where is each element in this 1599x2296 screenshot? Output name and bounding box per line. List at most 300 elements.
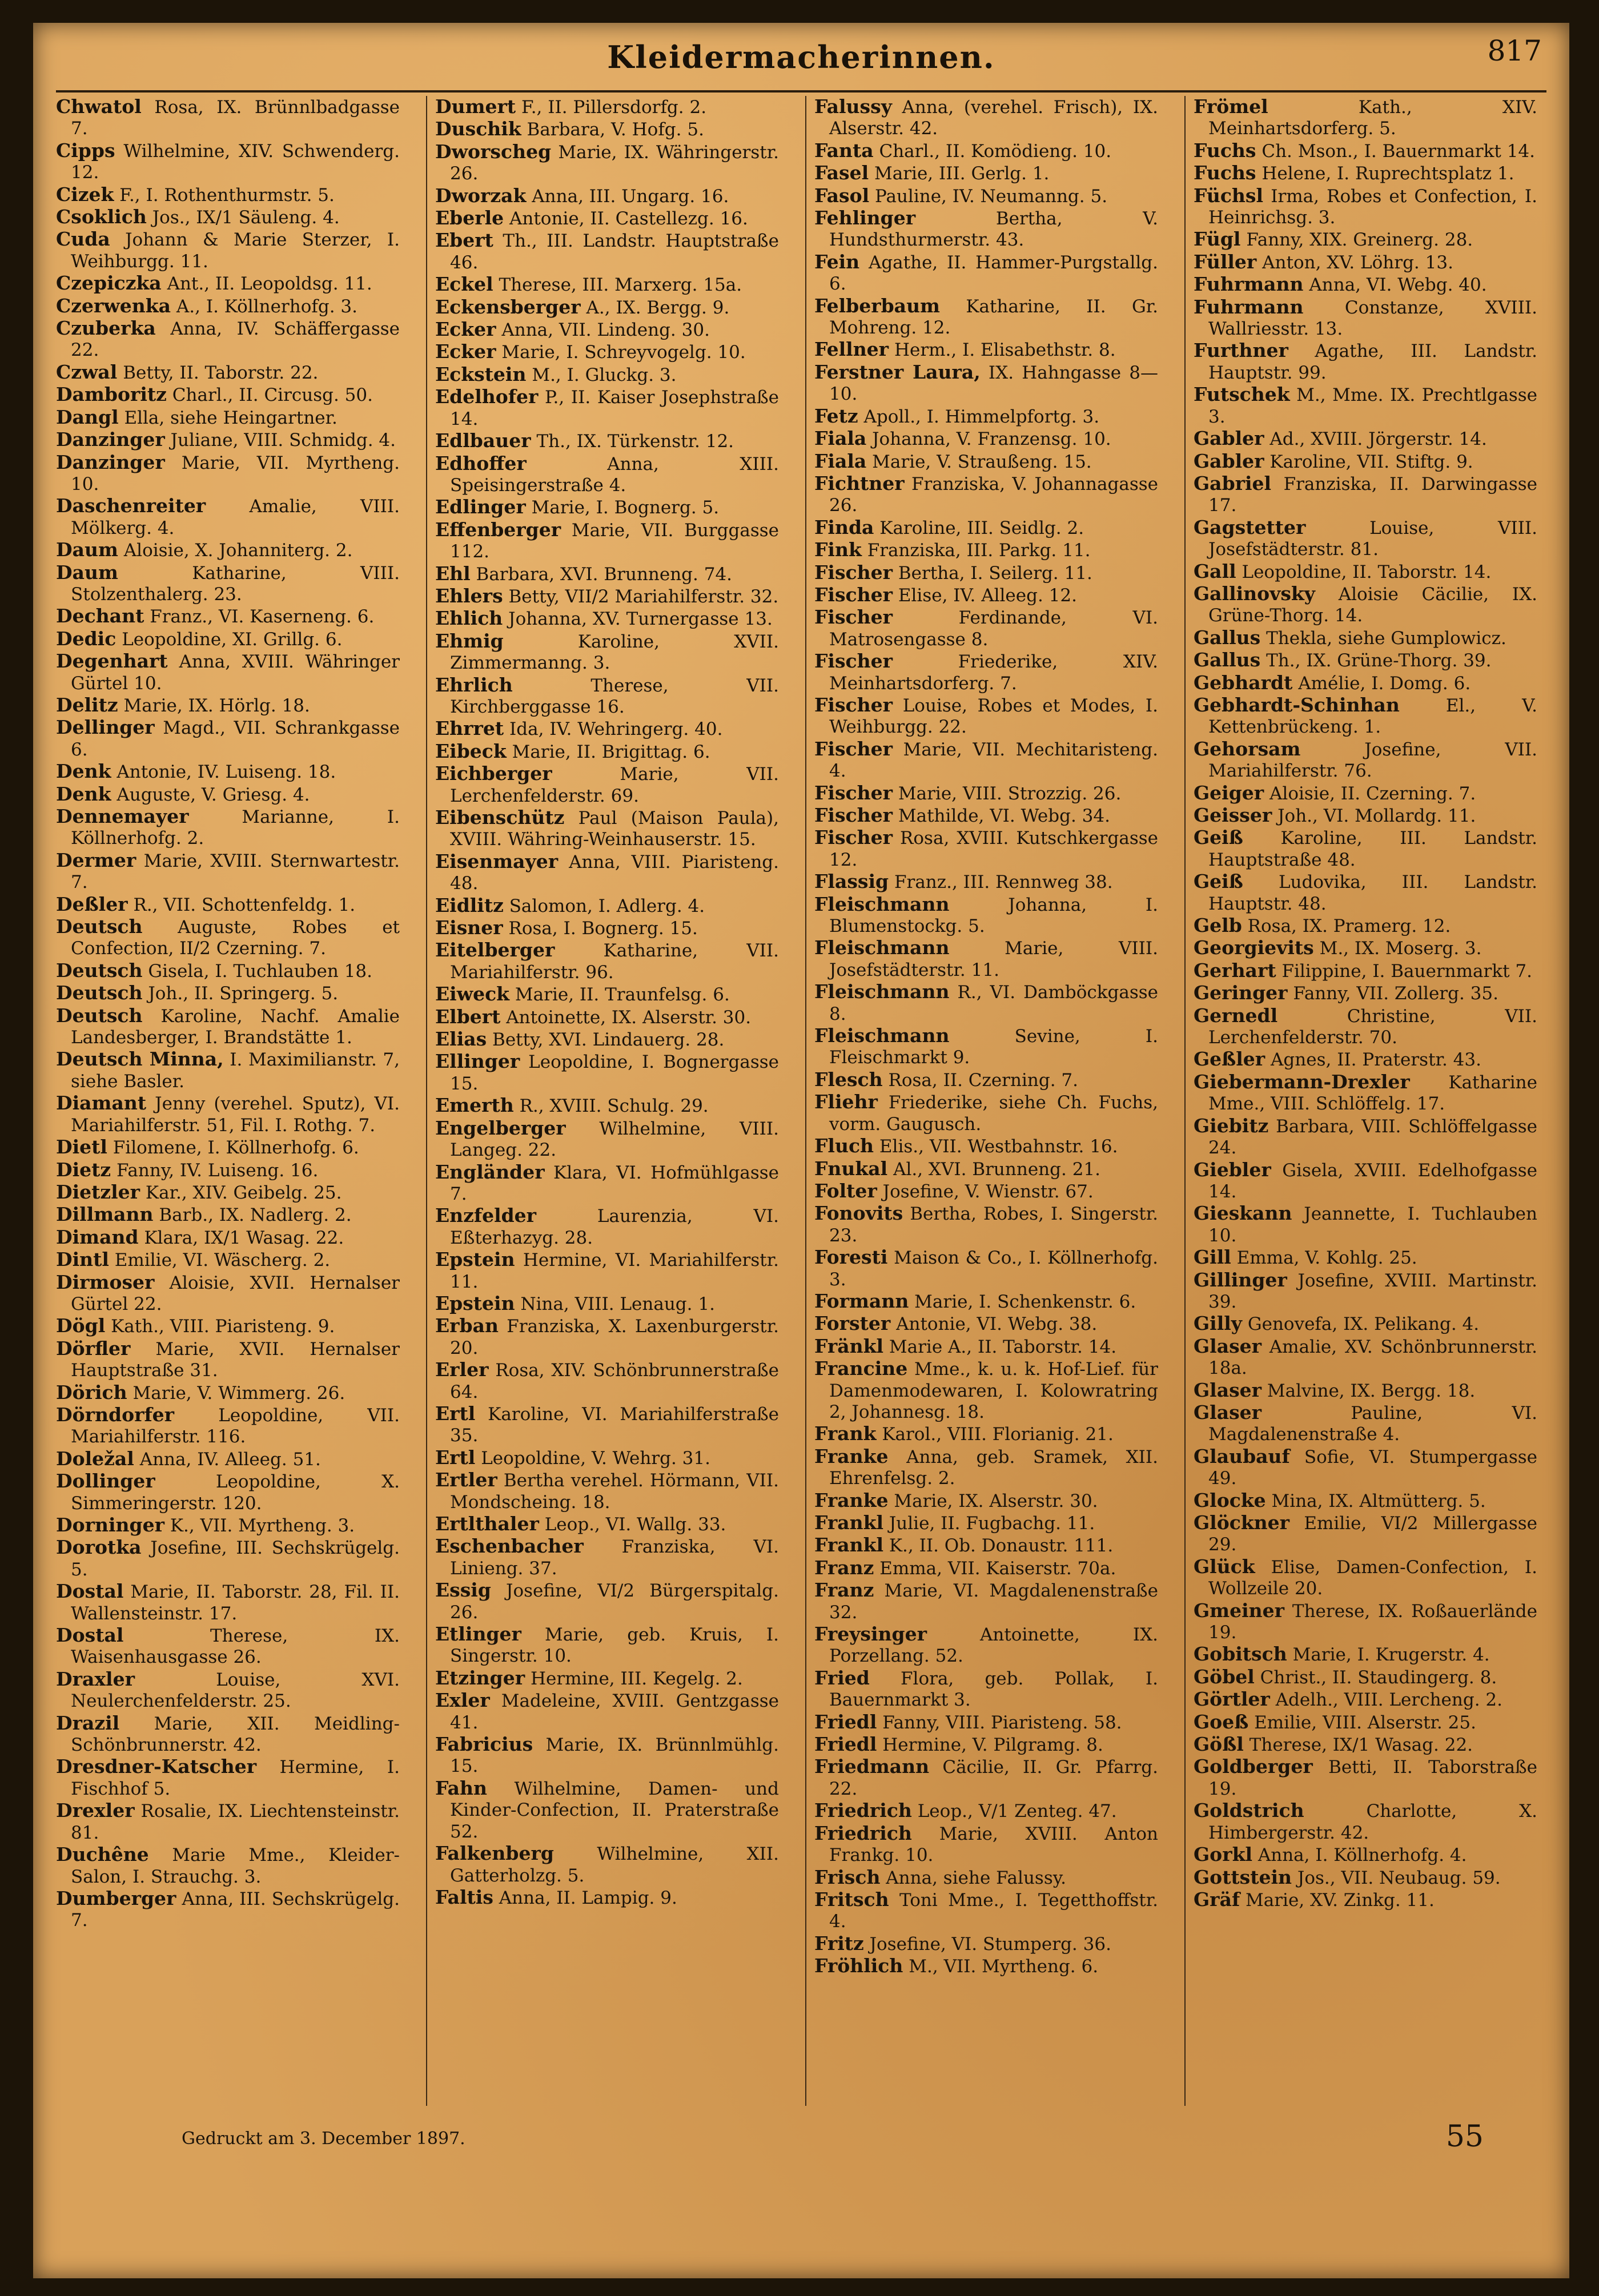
entry-name: Drazil [56, 1711, 120, 1734]
entry-details: Marie, I. Bognerg. 5. [531, 497, 720, 518]
entry-name: Felberbaum [814, 294, 940, 317]
entry-details: Genovefa, IX. Pelikang. 4. [1247, 1314, 1480, 1335]
directory-entry [814, 1158, 1158, 1180]
directory-entry [435, 141, 779, 185]
directory-entry [1194, 1600, 1537, 1644]
entry-name: Eiweck [435, 983, 510, 1006]
directory-entry [814, 140, 1158, 162]
directory-entry [435, 763, 779, 807]
entry-details: Anna, XIII. Speisingerstraße 4. [450, 453, 779, 496]
entry-name: Dennemayer [56, 805, 189, 827]
entry-name: Gräf [1194, 1888, 1240, 1911]
directory-entry [814, 1867, 1158, 1889]
entry-name: Engelberger [435, 1116, 566, 1139]
directory-entry [56, 317, 400, 361]
entry-name: Glaser [1194, 1378, 1262, 1401]
directory-entry [56, 1404, 400, 1448]
directory-entry [1194, 1203, 1537, 1246]
entry-name: Dörich [56, 1381, 127, 1404]
entry-details: Ludovika, III. Landstr. Hauptstr. 48. [1208, 872, 1537, 914]
directory-entry [814, 1423, 1158, 1445]
directory-entry [435, 519, 779, 563]
directory-entry [814, 827, 1158, 871]
entry-details: Fanny, IV. Luiseng. 16. [116, 1160, 319, 1181]
entry-name: Fuchs [1194, 162, 1256, 184]
directory-entry [56, 605, 400, 628]
entry-details: Elise, IV. Alleeg. 12. [898, 585, 1077, 606]
entry-details: Joh., II. Springerg. 5. [148, 983, 339, 1004]
directory-entry [814, 1667, 1158, 1711]
entry-name: Draxler [56, 1667, 135, 1690]
directory-entry [1194, 1071, 1537, 1115]
directory-entry [814, 1313, 1158, 1335]
entry-details: Christ., II. Staudingerg. 8. [1260, 1667, 1497, 1688]
entry-details: Rosa, XVIII. Kutschkergasse 12. [829, 828, 1158, 870]
entry-details: Aloisie Cäcilie, IX. Grüne-Thorg. 14. [1208, 584, 1537, 626]
entry-name: Doležal [56, 1447, 134, 1470]
entry-details: Magd., VII. Schrankgasse 6. [71, 718, 400, 760]
entry-details: Karoline, Nachf. Amalie Landesberger, I. Brandstätte 1. [71, 1006, 400, 1048]
entry-details: Marie, VII. Lerchenfelderstr. 69. [450, 764, 779, 806]
directory-entry [1194, 782, 1537, 805]
entry-details: Josefine, XVIII. Martinstr. 39. [1208, 1270, 1537, 1312]
directory-entry [435, 563, 779, 585]
entry-details: Marie, VIII. Strozzig. 26. [898, 783, 1122, 804]
entry-details: Auguste, V. Griesg. 4. [116, 784, 310, 805]
entry-details: Sevine, I. Fleischmarkt 9. [829, 1026, 1158, 1068]
entry-details: Jos., IX/1 Säuleng. 4. [152, 207, 340, 228]
entry-name: Geringer [1194, 982, 1288, 1004]
entry-name: Fischer [814, 583, 893, 606]
entry-details: El., V. Kettenbrückeng. 1. [1208, 695, 1537, 738]
entry-details: A., IX. Bergg. 9. [586, 297, 730, 318]
entry-details: Rosa, I. Bognerg. 15. [508, 918, 698, 939]
directory-entry [435, 1249, 779, 1293]
entry-details: P., II. Kaiser Josephstraße 14. [450, 387, 779, 429]
directory-entry [814, 650, 1158, 694]
directory-entry [1194, 561, 1537, 583]
directory-entry [56, 1514, 400, 1537]
entry-name: Gößl [1194, 1733, 1244, 1756]
directory-entry [814, 207, 1158, 251]
entry-details: Wilhelmine, XII. Gatterholzg. 5. [450, 1844, 779, 1886]
entry-name: Gill [1194, 1246, 1231, 1269]
entry-name: Glocke [1194, 1489, 1266, 1511]
entry-name: Essig [435, 1579, 491, 1602]
directory-entry [56, 1888, 400, 1932]
directory-entry [435, 1403, 779, 1447]
entry-name: Eschenbacher [435, 1535, 584, 1558]
entry-name: Gorkl [1194, 1843, 1252, 1866]
entry-details: Emilie, VIII. Alserstr. 25. [1254, 1712, 1476, 1733]
directory-entry [435, 1667, 779, 1690]
entry-details: F., II. Pillersdorfg. 2. [521, 97, 707, 118]
directory-entry [435, 1690, 779, 1734]
entry-details: Marie Mme., Kleider-Salon, I. Strauchg. 3. [71, 1845, 400, 1887]
entry-name: Friedl [814, 1733, 877, 1756]
entry-name: Engländer [435, 1160, 545, 1183]
entry-name: Gerhart [1194, 959, 1276, 982]
entry-details: Mina, IX. Altmütterg. 5. [1271, 1490, 1486, 1511]
entry-details: Rosalie, IX. Liechtensteinstr. 81. [71, 1801, 400, 1843]
entry-details: K., VII. Myrtheng. 3. [170, 1515, 355, 1536]
entry-details: Louise, VIII. Josefstädterstr. 81. [1208, 517, 1537, 560]
entry-name: Fanta [814, 139, 874, 162]
directory-entry [56, 717, 400, 761]
directory-entry [814, 1135, 1158, 1157]
entry-name: Geiß [1194, 870, 1243, 893]
directory-entry [56, 295, 400, 317]
directory-entry [1194, 827, 1537, 871]
entry-details: Elise, Damen-Confection, I. Wollzeile 20. [1208, 1557, 1537, 1599]
entry-name: Cizek [56, 183, 114, 206]
entry-name: Franke [814, 1445, 889, 1467]
entry-name: Dorninger [56, 1514, 164, 1536]
entry-details: Antonie, VI. Webg. 38. [896, 1314, 1098, 1335]
entry-details: Aloisie, X. Johanniterg. 2. [123, 540, 353, 561]
directory-entry [814, 1290, 1158, 1313]
entry-name: Göbel [1194, 1665, 1255, 1688]
directory-entry [814, 871, 1158, 893]
directory-entry [435, 1447, 779, 1469]
entry-details: Anna, VIII. Piaristeng. 48. [450, 851, 779, 894]
entry-name: Ehrlich [435, 673, 513, 696]
entry-details: Ad., XVIII. Jörgerstr. 14. [1269, 429, 1487, 450]
entry-name: Fischer [814, 737, 893, 760]
entry-details: Emilie, VI/2 Millergasse 29. [1208, 1513, 1537, 1555]
entry-details: Louise, XVI. Neulerchenfelderstr. 25. [71, 1669, 400, 1712]
entry-details: Anton, XV. Löhrg. 13. [1262, 252, 1453, 273]
entry-name: Folter [814, 1179, 877, 1202]
entry-name: Eisner [435, 916, 503, 939]
directory-entry [1194, 1246, 1537, 1269]
entry-details: Anna, geb. Sramek, XII. Ehrenfelsg. 2. [829, 1446, 1158, 1489]
entry-name: Ferstner Laura, [814, 360, 981, 383]
entry-name: Fuhrmann [1194, 295, 1304, 318]
directory-entry [56, 1844, 400, 1888]
entry-details: Madeleine, XVIII. Gentzgasse 41. [450, 1691, 779, 1733]
directory-entry [1194, 871, 1537, 915]
directory-entry [56, 1159, 400, 1181]
directory-entry [435, 319, 779, 341]
directory-entry [814, 361, 1158, 405]
entry-name: Dörfler [56, 1337, 131, 1360]
entry-details: Marie, V. Wimmerg. 26. [132, 1382, 345, 1404]
entry-details: Marie, I. Schreyvogelg. 10. [501, 342, 746, 363]
entry-name: Friedrich [814, 1799, 912, 1822]
entry-details: Karoline, VI. Mariahilferstraße 35. [450, 1404, 779, 1446]
entry-name: Fichtner [814, 472, 905, 494]
directory-entry [56, 982, 400, 1004]
entry-details: Betty, II. Taborstr. 22. [123, 362, 319, 383]
entry-details: Pauline, IV. Neumanng. 5. [875, 186, 1108, 207]
entry-details: Mathilde, VI. Webg. 34. [898, 806, 1110, 826]
directory-entry [56, 1756, 400, 1800]
entry-details: Marie, V. Straußeng. 15. [872, 451, 1092, 472]
entry-name: Geiger [1194, 781, 1264, 804]
entry-name: Faltis [435, 1885, 493, 1908]
entry-name: Fasol [814, 184, 870, 207]
entry-details: Anna, III. Ungarg. 16. [532, 186, 729, 207]
entry-details: Johann & Marie Sterzer, I. Weihburgg. 11. [71, 230, 400, 272]
directory-entry [1194, 1313, 1537, 1335]
entry-name: Czepiczka [56, 272, 162, 295]
entry-name: Dimand [56, 1225, 139, 1248]
entry-details: Marie, geb. Kruis, I. Singerstr. 10. [450, 1625, 779, 1667]
directory-entry [56, 1005, 400, 1049]
directory-entry [814, 1246, 1158, 1290]
entry-details: Sofie, VI. Stumpergasse 49. [1208, 1446, 1537, 1489]
entry-name: Dietl [56, 1136, 107, 1159]
directory-entry [814, 1180, 1158, 1203]
entry-name: Friedmann [814, 1755, 930, 1778]
directory-entry [56, 916, 400, 960]
entry-name: Franz [814, 1556, 874, 1579]
directory-entry [435, 386, 779, 430]
entry-details: Anna, VII. Lindeng. 30. [501, 320, 710, 341]
entry-details: Gisela, XVIII. Edelhofgasse 14. [1208, 1160, 1537, 1202]
directory-entry [56, 361, 400, 384]
directory-entry [435, 1161, 779, 1205]
entry-name: Glöckner [1194, 1511, 1290, 1534]
entry-name: Deutsch [56, 1004, 143, 1027]
entry-details: Apoll., I. Himmelpfortg. 3. [863, 406, 1100, 427]
directory-entry [56, 783, 400, 806]
entry-details: Gisela, I. Tuchlauben 18. [148, 960, 373, 982]
entry-details: Marie, II. Traunfelsg. 6. [515, 984, 730, 1006]
entry-name: Fliehr [814, 1091, 878, 1113]
entry-details: Wilhelmine, XIV. Schwenderg. 12. [71, 140, 400, 183]
entry-details: Johanna, I. Blumenstockg. 5. [829, 894, 1158, 937]
entry-name: Fink [814, 538, 862, 561]
directory-entry [814, 1512, 1158, 1534]
entry-details: Herm., I. Elisabethstr. 8. [894, 340, 1116, 361]
entry-name: Fränkl [814, 1334, 884, 1357]
entry-details: Rosa, XIV. Schönbrunnerstraße 64. [450, 1360, 779, 1402]
entry-name: Dirmoser [56, 1270, 155, 1293]
directory-entry [435, 630, 779, 674]
directory-entry [1194, 140, 1537, 162]
entry-details: Marie, II. Taborstr. 28, Fil. II. Wallensteinstr. 17. [71, 1582, 400, 1624]
entry-details: Marie, I. Krugerstr. 4. [1292, 1644, 1490, 1666]
directory-entry [1194, 1005, 1537, 1049]
directory-entry [56, 1338, 400, 1382]
entry-details: Betty, XVI. Lindauerg. 28. [492, 1030, 725, 1051]
entry-name: Etlinger [435, 1623, 521, 1646]
directory-entry [435, 341, 779, 363]
entry-details: A., I. Köllnerhofg. 3. [176, 296, 357, 317]
entry-details: Agathe, III. Landstr. Hauptstr. 99. [1208, 341, 1537, 383]
entry-name: Danzinger [56, 451, 165, 473]
entry-name: Frankl [814, 1511, 884, 1534]
entry-name: Ellinger [435, 1050, 520, 1073]
entry-name: Giebermann-Drexler [1194, 1070, 1410, 1093]
entry-name: Geiß [1194, 826, 1243, 849]
entry-details: Hermine, V. Pilgramg. 8. [882, 1735, 1103, 1756]
entry-name: Dellinger [56, 716, 155, 739]
directory-entry [56, 1581, 400, 1625]
entry-details: Th., IX. Türkenstr. 12. [536, 431, 734, 452]
entry-name: Enzfelder [435, 1204, 537, 1227]
directory-entry [814, 1579, 1158, 1623]
entry-name: Effenberger [435, 518, 561, 541]
entry-details: Pauline, VI. Magdalenenstraße 4. [1208, 1402, 1537, 1445]
entry-name: Eitelberger [435, 939, 555, 962]
entry-name: Fellner [814, 338, 889, 361]
directory-entry [56, 1470, 400, 1514]
entry-name: Dietzler [56, 1180, 140, 1203]
entry-details: Anna, XVIII. Währinger Gürtel 10. [71, 652, 400, 694]
entry-name: Fleischmann [814, 1024, 950, 1047]
entry-name: Furthner [1194, 339, 1288, 362]
entry-name: Ehlich [435, 607, 503, 630]
entry-name: Gall [1194, 560, 1236, 582]
entry-name: Friedrich [814, 1821, 912, 1844]
entry-name: Degenhart [56, 650, 168, 673]
directory-entry [56, 1048, 400, 1092]
entry-name: Daum [56, 538, 118, 561]
entry-name: Ecker [435, 340, 496, 363]
directory-entry [1194, 1734, 1537, 1756]
entry-details: Franziska, III. Parkg. 11. [867, 540, 1091, 561]
entry-name: Frisch [814, 1865, 881, 1888]
entry-name: Duchêne [56, 1843, 149, 1866]
entry-name: Fritsch [814, 1888, 889, 1911]
directory-entry [814, 1623, 1158, 1667]
entry-details: Leopoldine, V. Wehrg. 31. [481, 1447, 710, 1469]
directory-entry [435, 1117, 779, 1161]
entry-details: Irma, Robes et Confection, I. Heinrichsg. 3. [1208, 186, 1537, 228]
entry-name: Eidlitz [435, 894, 504, 916]
entry-name: Fuchs [1194, 139, 1256, 162]
directory-entry [1194, 1490, 1537, 1512]
directory-entry [435, 453, 779, 497]
entry-details: Marie, VII. Burggasse 112. [450, 520, 779, 562]
entry-name: Geßler [1194, 1048, 1265, 1071]
directory-entry [56, 694, 400, 717]
entry-name: Fischer [814, 693, 893, 716]
directory-entry [435, 230, 779, 274]
entry-name: Drexler [56, 1799, 135, 1822]
entry-name: Edhoffer [435, 452, 527, 475]
entry-details: Leopoldine, X. Simmeringerstr. 120. [71, 1471, 400, 1514]
directory-entry [1194, 1666, 1537, 1688]
entry-details: Flora, geb. Pollak, I. Bauernmarkt 3. [829, 1668, 1158, 1711]
entry-name: Ehmig [435, 629, 504, 652]
entry-details: M., I. Gluckg. 3. [532, 364, 677, 385]
entry-details: Marie, IX. Währingerstr. 26. [450, 142, 779, 184]
directory-entry [814, 562, 1158, 584]
entry-name: Gallinovsky [1194, 582, 1315, 605]
directory-entry [814, 1203, 1158, 1246]
entry-name: Gehorsam [1194, 737, 1301, 760]
entry-name: Dermer [56, 849, 136, 871]
entry-name: Etzinger [435, 1666, 525, 1689]
directory-entry [435, 1579, 779, 1623]
entry-details: Franziska, II. Darwingasse 17. [1208, 473, 1537, 516]
entry-details: IX. Hahngasse 8—10. [829, 362, 1158, 405]
entry-details: Anna, III. Sechskrügelg. 7. [71, 1888, 400, 1931]
directory-entry [56, 960, 400, 982]
entry-details: R., VII. Schottenfeldg. 1. [133, 894, 356, 915]
entry-name: Fischer [814, 781, 893, 804]
directory-entry [56, 272, 400, 295]
directory-entry [1194, 428, 1537, 450]
entry-name: Freysinger [814, 1623, 927, 1646]
entry-name: Ehlers [435, 584, 503, 607]
directory-entry [435, 851, 779, 895]
entry-name: Ehl [435, 562, 471, 585]
directory-entry [814, 517, 1158, 539]
directory-entry [435, 917, 779, 939]
entry-details: Agnes, II. Praterstr. 43. [1271, 1050, 1481, 1071]
directory-entry [435, 1205, 779, 1249]
entry-name: Gilly [1194, 1312, 1242, 1335]
entry-details: Toni Mme., I. Tegetthoffstr. 4. [829, 1889, 1158, 1932]
entry-details: Josefine, VII. Mariahilferstr. 76. [1208, 739, 1537, 782]
entry-name: Eichberger [435, 762, 552, 785]
directory-entry [1194, 251, 1537, 274]
directory-entry [56, 1668, 400, 1712]
directory-column-4 [1194, 96, 1537, 2112]
directory-entry [435, 1843, 779, 1887]
entry-details: Adelh., VIII. Lercheng. 2. [1275, 1690, 1502, 1711]
directory-entry [814, 405, 1158, 428]
entry-name: Glaubauf [1194, 1445, 1290, 1467]
entry-name: Erler [435, 1358, 489, 1381]
entry-name: Eibeck [435, 739, 507, 762]
entry-name: Flesch [814, 1068, 883, 1091]
entry-details: Charl., II. Circusg. 50. [172, 385, 373, 406]
directory-entry [1194, 451, 1537, 473]
entry-details: Bertha, V. Hundsthurmerstr. 43. [829, 208, 1158, 251]
directory-entry [1194, 627, 1537, 649]
directory-entry [435, 118, 779, 140]
entry-details: Marie, IX. Alserstr. 30. [894, 1490, 1098, 1511]
entry-details: Marie, XII. Meidling-Schönbrunnerstr. 42. [71, 1713, 400, 1756]
entry-details: Karoline, III. Seidlg. 2. [879, 517, 1084, 538]
entry-name: Eckel [435, 273, 493, 296]
entry-details: Franz., VI. Kaserneng. 6. [150, 606, 375, 628]
entry-details: Amélie, I. Domg. 6. [1298, 673, 1471, 694]
entry-details: Hermine, I. Fischhof 5. [71, 1757, 400, 1799]
directory-entry [1194, 185, 1537, 229]
entry-name: Eberle [435, 207, 504, 230]
directory-entry [1194, 1800, 1537, 1844]
entry-name: Füller [1194, 250, 1257, 273]
directory-entry [814, 473, 1158, 517]
directory-entry [435, 1535, 779, 1579]
entry-name: Daum [56, 561, 118, 584]
entry-details: Marie, IX. Brünnlmühlg. 15. [450, 1735, 779, 1777]
directory-entry [435, 496, 779, 518]
entry-details: Therese, VII. Kirchberggasse 16. [450, 675, 779, 717]
column-divider [1184, 96, 1186, 2106]
directory-entry [1194, 1889, 1537, 1911]
directory-entry [435, 1469, 779, 1513]
directory-entry [56, 1712, 400, 1756]
directory-entry [1194, 1643, 1537, 1666]
directory-entry [435, 1734, 779, 1778]
entry-name: Gallus [1194, 626, 1261, 649]
entry-details: Emilie, VI. Wäscherg. 2. [114, 1250, 331, 1271]
directory-entry [1194, 694, 1537, 738]
entry-details: Barb., IX. Nadlerg. 2. [159, 1205, 352, 1226]
directory-entry [56, 1537, 400, 1581]
entry-details: Amalie, VIII. Mölkerg. 4. [71, 496, 400, 538]
entry-name: Emerth [435, 1094, 514, 1117]
entry-details: Louise, Robes et Modes, I. Weihburgg. 22. [829, 695, 1158, 738]
